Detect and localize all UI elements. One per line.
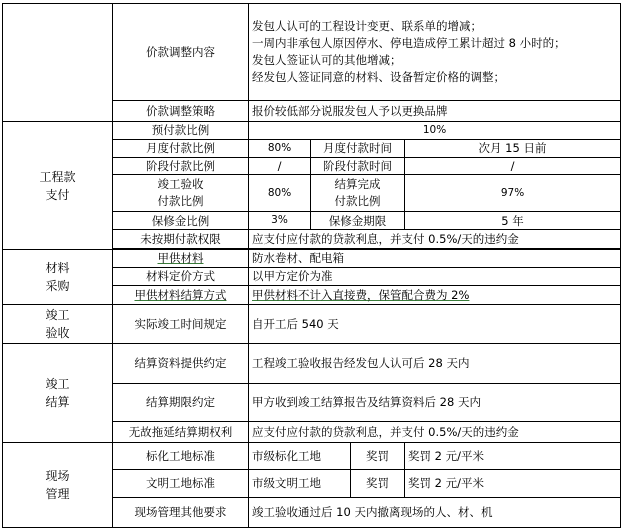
- section-materials: [3, 250, 113, 304]
- settlement-pay-label: [311, 175, 405, 212]
- settle-docs-value: 工程竣工验收报告经发包人认可后 28 天内: [249, 343, 621, 383]
- site-civil-reward-label: 奖罚: [351, 469, 405, 497]
- settle-period-value: 甲方收到竣工结算报告及结算资料后 28 天内: [249, 383, 621, 421]
- prepay-label: 预付款比例: [113, 122, 249, 140]
- settlement-pay-label-line: 付款比例: [334, 194, 381, 209]
- site-standard-reward-label: 奖罚: [351, 442, 405, 469]
- material-pricing-value: 以甲方定价为准: [249, 267, 621, 285]
- settlement-pay-label-line: 结算完成: [334, 177, 381, 192]
- prepay-value: 10%: [249, 122, 621, 140]
- site-civil-value: 市级文明工地: [249, 469, 351, 497]
- settlement-pay-value: 97%: [405, 175, 621, 212]
- site-other-label: 现场管理其他要求: [113, 497, 249, 527]
- completion-pay-label-line: 竣工验收: [157, 177, 204, 192]
- material-settle-value: [249, 285, 621, 304]
- row-price-adjust-content: [3, 4, 621, 101]
- site-standard-reward-value: 奖罚 2 元/平米: [405, 442, 621, 469]
- settle-delay-label: 无故拖延结算期权利: [113, 421, 249, 442]
- row-settle-docs: [3, 343, 621, 383]
- material-supply-label-text: 甲供材料: [157, 251, 204, 266]
- completion-pay-label-line: 付款比例: [157, 194, 204, 209]
- site-civil-label: 文明工地标准: [113, 469, 249, 497]
- site-standard-value: 市级标化工地: [249, 442, 351, 469]
- price-adjust-line: 发包人签证认可的其他增减；: [252, 53, 402, 67]
- material-settle-label-text: 甲供材料结算方式: [134, 287, 227, 302]
- site-civil-reward-value: 奖罚 2 元/平米: [405, 469, 621, 497]
- settle-delay-value: 应支付应付款的贷款利息，并支付 0.5%/天的违约金: [249, 421, 621, 442]
- material-settle-label: [113, 285, 249, 304]
- retention-ratio-label: 保修金比例: [113, 212, 249, 230]
- section-materials-line: 材料: [45, 261, 70, 276]
- contract-table: [2, 3, 621, 528]
- section-payment: [3, 122, 113, 250]
- price-adjust-line: 经发包人签证同意的材料、设备暂定价格的调整；: [252, 70, 505, 84]
- retention-period-value: 5 年: [405, 212, 621, 230]
- section-settlement-line: 结算: [45, 394, 70, 409]
- monthly-ratio-value: 80%: [249, 140, 311, 158]
- row-site-standard: [3, 442, 621, 469]
- price-adjust-content-label: 价款调整内容: [113, 4, 249, 101]
- section-payment-line: 支付: [45, 187, 70, 202]
- price-adjust-line: 发包人认可的工程设计变更、联系单的增减；: [252, 19, 482, 33]
- section-site-line: 管理: [45, 486, 70, 501]
- site-other-value: 竣工验收通过后 10 天内撤离现场的人、材、机: [249, 497, 621, 527]
- settle-docs-label: 结算资料提供约定: [113, 343, 249, 383]
- overdue-label: 未按期付款权限: [113, 230, 249, 249]
- section-site-line: 现场: [45, 468, 70, 483]
- price-adjust-strategy-value: 报价较低部分说服发包人予以更换品牌: [249, 101, 621, 122]
- actual-completion-label: 实际竣工时间规定: [113, 304, 249, 343]
- material-supply-label: [113, 250, 249, 267]
- stage-time-value: /: [405, 158, 621, 175]
- completion-pay-label: [113, 175, 249, 212]
- retention-ratio-value: 3%: [249, 212, 311, 230]
- section-completion-line: 验收: [45, 325, 70, 340]
- completion-pay-value: 80%: [249, 175, 311, 212]
- stage-time-label: 阶段付款时间: [311, 158, 405, 175]
- row-completion: [3, 304, 621, 343]
- section-settlement-line: 竣工: [45, 376, 70, 391]
- section-price-adjust-blank: [3, 4, 113, 122]
- section-settlement: [3, 343, 113, 442]
- retention-period-label: 保修金期限: [311, 212, 405, 230]
- material-pricing-label: 材料定价方式: [113, 267, 249, 285]
- overdue-value: 应支付应付款的贷款利息，并支付 0.5%/天的违约金: [249, 230, 621, 249]
- stage-ratio-label: 阶段付款比例: [113, 158, 249, 175]
- section-payment-line: 工程款: [39, 169, 76, 184]
- row-prepay: [3, 122, 621, 140]
- section-materials-line: 采购: [45, 279, 70, 294]
- monthly-time-value: 次月 15 日前: [405, 140, 621, 158]
- material-supply-value: 防水卷材、配电箱: [249, 250, 621, 267]
- actual-completion-value: 自开工后 540 天: [249, 304, 621, 343]
- settle-period-label: 结算期限约定: [113, 383, 249, 421]
- site-standard-label: 标化工地标准: [113, 442, 249, 469]
- section-completion: [3, 304, 113, 343]
- price-adjust-content-value: [249, 4, 621, 101]
- section-completion-line: 竣工: [45, 307, 70, 322]
- price-adjust-strategy-label: 价款调整策略: [113, 101, 249, 122]
- material-settle-value-text: 甲供材料不计入直接费，保管配合费为 2%: [252, 287, 470, 302]
- stage-ratio-value: /: [249, 158, 311, 175]
- monthly-ratio-label: 月度付款比例: [113, 140, 249, 158]
- price-adjust-line: 一周内非承包人原因停水、停电造成停工累计超过 8 小时的；: [252, 36, 566, 50]
- row-material-supply: [3, 250, 621, 267]
- monthly-time-label: 月度付款时间: [311, 140, 405, 158]
